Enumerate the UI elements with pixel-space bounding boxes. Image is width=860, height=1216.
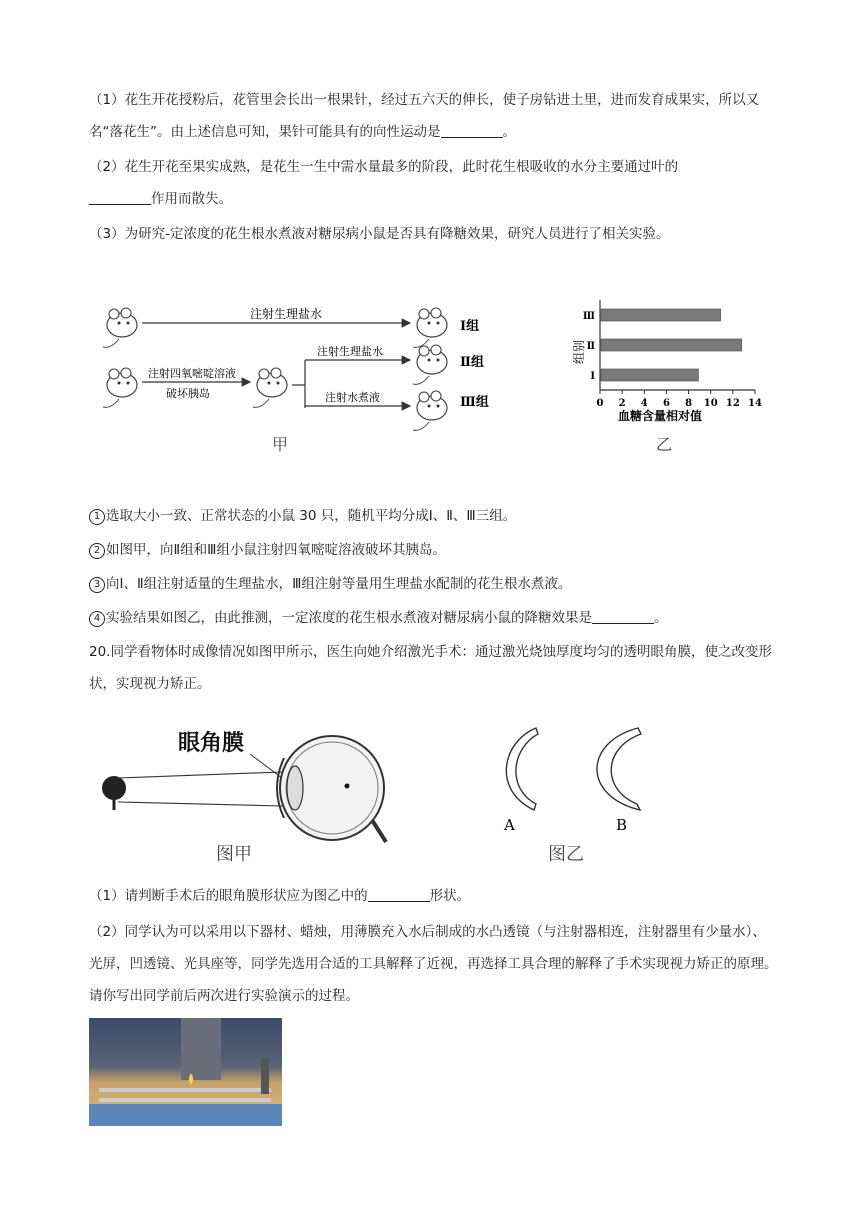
arrow-label-bottom: 注射水煮液 (325, 391, 380, 404)
chart-x-tick-label: 2 (618, 398, 626, 409)
mouse-icon (413, 391, 447, 430)
step-1: 1 选取大小一致、正常状态的小鼠 30 只，随机平均分成Ⅰ、Ⅱ、Ⅲ三组。 (89, 500, 779, 532)
step-2: 2 如图甲，向Ⅱ组和Ⅲ组小鼠注射四氧嘧啶溶液破坏其胰岛。 (89, 534, 779, 566)
figure-caption-jia: 甲 (272, 435, 289, 454)
q20-intro: 20.同学看物体时成像情况如图甲所示，医生向她介绍激光手术：通过激光烧蚀厚度均匀的透明眼角膜，使之改变形状，实现视力矫正。 (89, 644, 772, 692)
mouse-icon (103, 308, 137, 347)
mouse-icon (103, 368, 137, 407)
mouse-icon (413, 308, 447, 347)
cornea-label: 眼角膜 (178, 730, 245, 756)
chart-y-label: 组别 (572, 339, 586, 365)
experiment-diagram (100, 290, 520, 460)
chart-x-tick-label: 6 (662, 398, 670, 409)
chart-x-label: 血糖含量相对值 (617, 409, 703, 423)
chart-x-tick-label: 4 (640, 398, 648, 409)
lens-a-label: A (504, 816, 515, 834)
answer-blank[interactable] (441, 123, 503, 138)
chart-category-label: Ⅱ (586, 341, 595, 352)
answer-blank[interactable] (592, 609, 654, 624)
group-1-label: Ⅰ组 (460, 319, 480, 334)
figure-caption-b: 图乙 (548, 844, 584, 865)
group-3-label: Ⅲ组 (460, 395, 489, 410)
arrow-label-left-1: 注射四氧嘧啶溶液 (148, 367, 236, 380)
q19-part1: （1）花生开花授粉后，花管里会长出一根果针，经过五六天的伸长，使子房钻进土里，进而发育成果实，所以又名“落花生”。由上述信息可知，果针可能具有的向性运动是 。 (89, 92, 760, 140)
group-2-label: Ⅱ组 (460, 355, 484, 370)
chart-bar (601, 339, 742, 351)
figure-caption-a: 图甲 (216, 844, 252, 865)
chart-x-tick-label: 10 (703, 398, 718, 409)
arrow-label-mid: 注射生理盐水 (317, 345, 383, 358)
tree-icon (102, 776, 126, 800)
chart-category-label: Ⅰ (590, 371, 595, 382)
lens-shapes-diagram (490, 720, 670, 870)
lens-b-icon (597, 728, 641, 810)
blood-sugar-chart (555, 290, 775, 460)
step-4: 4 实验结果如图乙，由此推测，一定浓度的花生根水煮液对糖尿病小鼠的降糖效果是 。 (89, 602, 779, 634)
q19-part3: （3）为研究-定浓度的花生根水煮液对糖尿病小鼠是否具有降糖效果，研究人员进行了相关实验。 (89, 226, 670, 242)
arrow-label-left-2: 破坏胰岛 (166, 387, 210, 400)
lens-b-label: B (616, 816, 628, 834)
figure-caption-yi: 乙 (656, 435, 673, 454)
chart-x-tick-label: 8 (685, 398, 693, 409)
lens-a-icon (506, 728, 538, 810)
mouse-icon (253, 368, 287, 407)
chart-x-tick-label: 0 (596, 398, 604, 409)
optical-bench-photo (89, 1018, 282, 1126)
chart-bar (601, 309, 721, 321)
answer-blank[interactable] (89, 190, 151, 205)
q20-part2: （2）同学认为可以采用以下器材、蜡烛，用薄膜充入水后制成的水凸透镜（与注射器相连，注射器里有少量水）、光屏，凹透镜、光具座等，同学先选用合适的工具解释了近视，再选择工具合理的解释了手术实现视力矫正的原理。请你写出同学前后两次进行实验演示的过程。 (89, 924, 778, 1004)
mouse-icon (413, 345, 447, 384)
q20-part1: （1）请判断手术后的眼角膜形状应为图乙中的 形状。 (89, 888, 471, 904)
chart-bar (601, 369, 698, 381)
eye-diagram (92, 720, 412, 870)
chart-category-label: Ⅲ (582, 311, 595, 322)
answer-blank[interactable] (368, 887, 430, 902)
chart-x-tick-label: 12 (725, 398, 740, 409)
chart-x-tick-label: 14 (748, 398, 762, 409)
step-3: 3 向Ⅰ、Ⅱ组注射适量的生理盐水，Ⅲ组注射等量用生理盐水配制的花生根水煮液。 (89, 568, 779, 600)
q19-part2: （2）花生开花至果实成熟，是花生一生中需水量最多的阶段，此时花生根吸收的水分主要通过叶的 作用而散失。 (89, 159, 679, 207)
arrow-label-top: 注射生理盐水 (250, 307, 323, 321)
